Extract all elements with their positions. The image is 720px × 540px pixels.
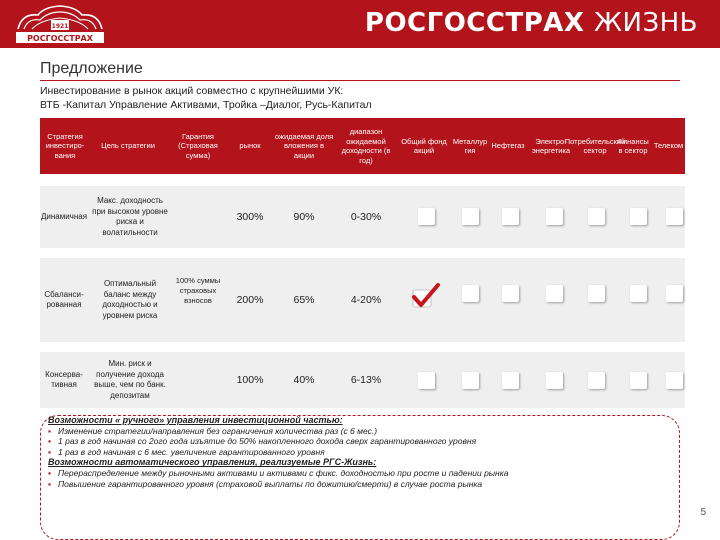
table-header [40,118,685,174]
col-share: ожидаемая доля вложения в акции [274,131,334,160]
sector-checkbox [666,372,683,389]
sector-checkbox [462,372,479,389]
col-market: рынок [239,141,261,151]
strategy-goal: Оптимальный баланс между доходностью и уровнем риска [102,279,158,320]
sector-checkbox [666,285,683,302]
strategy-goal: Макс. доходность при высоком уровне риска и волатильности [92,196,168,237]
guarantee-value: 100% суммы страховых взносов [175,276,221,305]
notes-content [48,415,648,489]
intro-line-2: ВТБ -Капитал Управление Активами, Тройка –Диалог, Русь-Капитал [40,99,372,111]
sector-checkbox [462,285,479,302]
sector-checkbox [588,285,605,302]
market-value: 300% [236,210,264,223]
col-range: диапазон ожидаемой доходности (в год) [341,127,391,165]
intro-text [40,84,372,112]
col-energy: Электро-энергетика [531,136,571,155]
logo-wordmark: РОСГОССТРАХ [27,34,93,43]
sector-checkbox [502,372,519,389]
sector-checkbox [588,208,605,225]
page-number: 5 [700,507,706,518]
brand-light: ЖИЗНЬ [593,8,698,38]
title-divider [40,80,680,81]
sector-checkbox [462,208,479,225]
sector-checkbox [546,372,563,389]
col-general-fund: Общий фонд акций [401,136,447,155]
manual-title: Возможности « ручного» управления инвестиционной частью: [48,415,343,425]
col-guarantee: Гарантия (Страховая сумма) [178,131,218,160]
market-value: 100% [236,373,264,386]
page-title: Предложение [40,60,143,77]
share-value: 40% [293,373,315,386]
strategy-name: Консерва-тивная [45,369,83,389]
sector-checkbox [502,208,519,225]
sector-checkbox [666,208,683,225]
auto-item: ▪ Повышение гарантированного уровня (страховой выплаты по дожитию/смерти) в случае роста рынка [48,479,648,490]
col-strategy: Стратегия инвестиро-вания [45,131,85,160]
col-oilgas: Нефтегаз [491,141,525,151]
col-telecom: Телеком [653,141,684,151]
brand-bold: РОСГОССТРАХ [364,8,585,38]
manual-item: ▪ 1 раз в год начиная с 6 мес. увеличение гарантированного уровня [48,447,648,458]
col-metallurgy: Металлургия [452,136,488,155]
strategy-name: Сбаланси-рованная [44,289,84,309]
sector-checkbox [630,208,647,225]
checkmark-icon [408,282,442,312]
range-value: 6-13% [350,373,382,386]
col-goal: Цель стратегии [101,141,155,151]
range-value: 4-20% [350,293,382,306]
sector-checkbox [546,208,563,225]
share-value: 90% [293,210,315,223]
auto-title: Возможности автоматического управления, реализуемые РГС-Жизнь: [48,457,377,468]
col-consumer: Потребительский сектор [564,136,626,155]
sector-checkbox [418,208,435,225]
header-bar [0,0,720,48]
sector-checkbox [630,372,647,389]
rosgosstrakh-logo-icon [14,3,106,46]
strategy-name: Динамичная [40,211,88,221]
auto-item: ▪ Перераспределение между рыночными активами и активами с фикс. доходностью при росте и падении рынка [48,468,648,479]
col-finance: Финансы в сектор [617,136,649,155]
sector-checkbox [588,372,605,389]
manual-item: ▪ 1 раз в год начиная со 2ого года изъятие до 50% накопленного дохода сверх гарантированного уровня [48,436,648,447]
strategy-goal: Мин. риск и получение дохода выше, чем по банк. депозитам [94,359,166,400]
market-value: 200% [236,293,264,306]
range-value: 0-30% [350,210,382,223]
intro-line-1: Инвестирование в рынок акций совместно с крупнейшими УК: [40,85,344,97]
brand-name [365,8,698,38]
logo-year: 1921 [51,23,69,30]
sector-checkbox [418,372,435,389]
manual-item: ▪ Изменение стратегии/направления без ограничения количества раз (с 6 мес.) [48,426,648,437]
share-value: 65% [293,293,315,306]
sector-checkbox [630,285,647,302]
sector-checkbox [502,285,519,302]
sector-checkbox [546,285,563,302]
